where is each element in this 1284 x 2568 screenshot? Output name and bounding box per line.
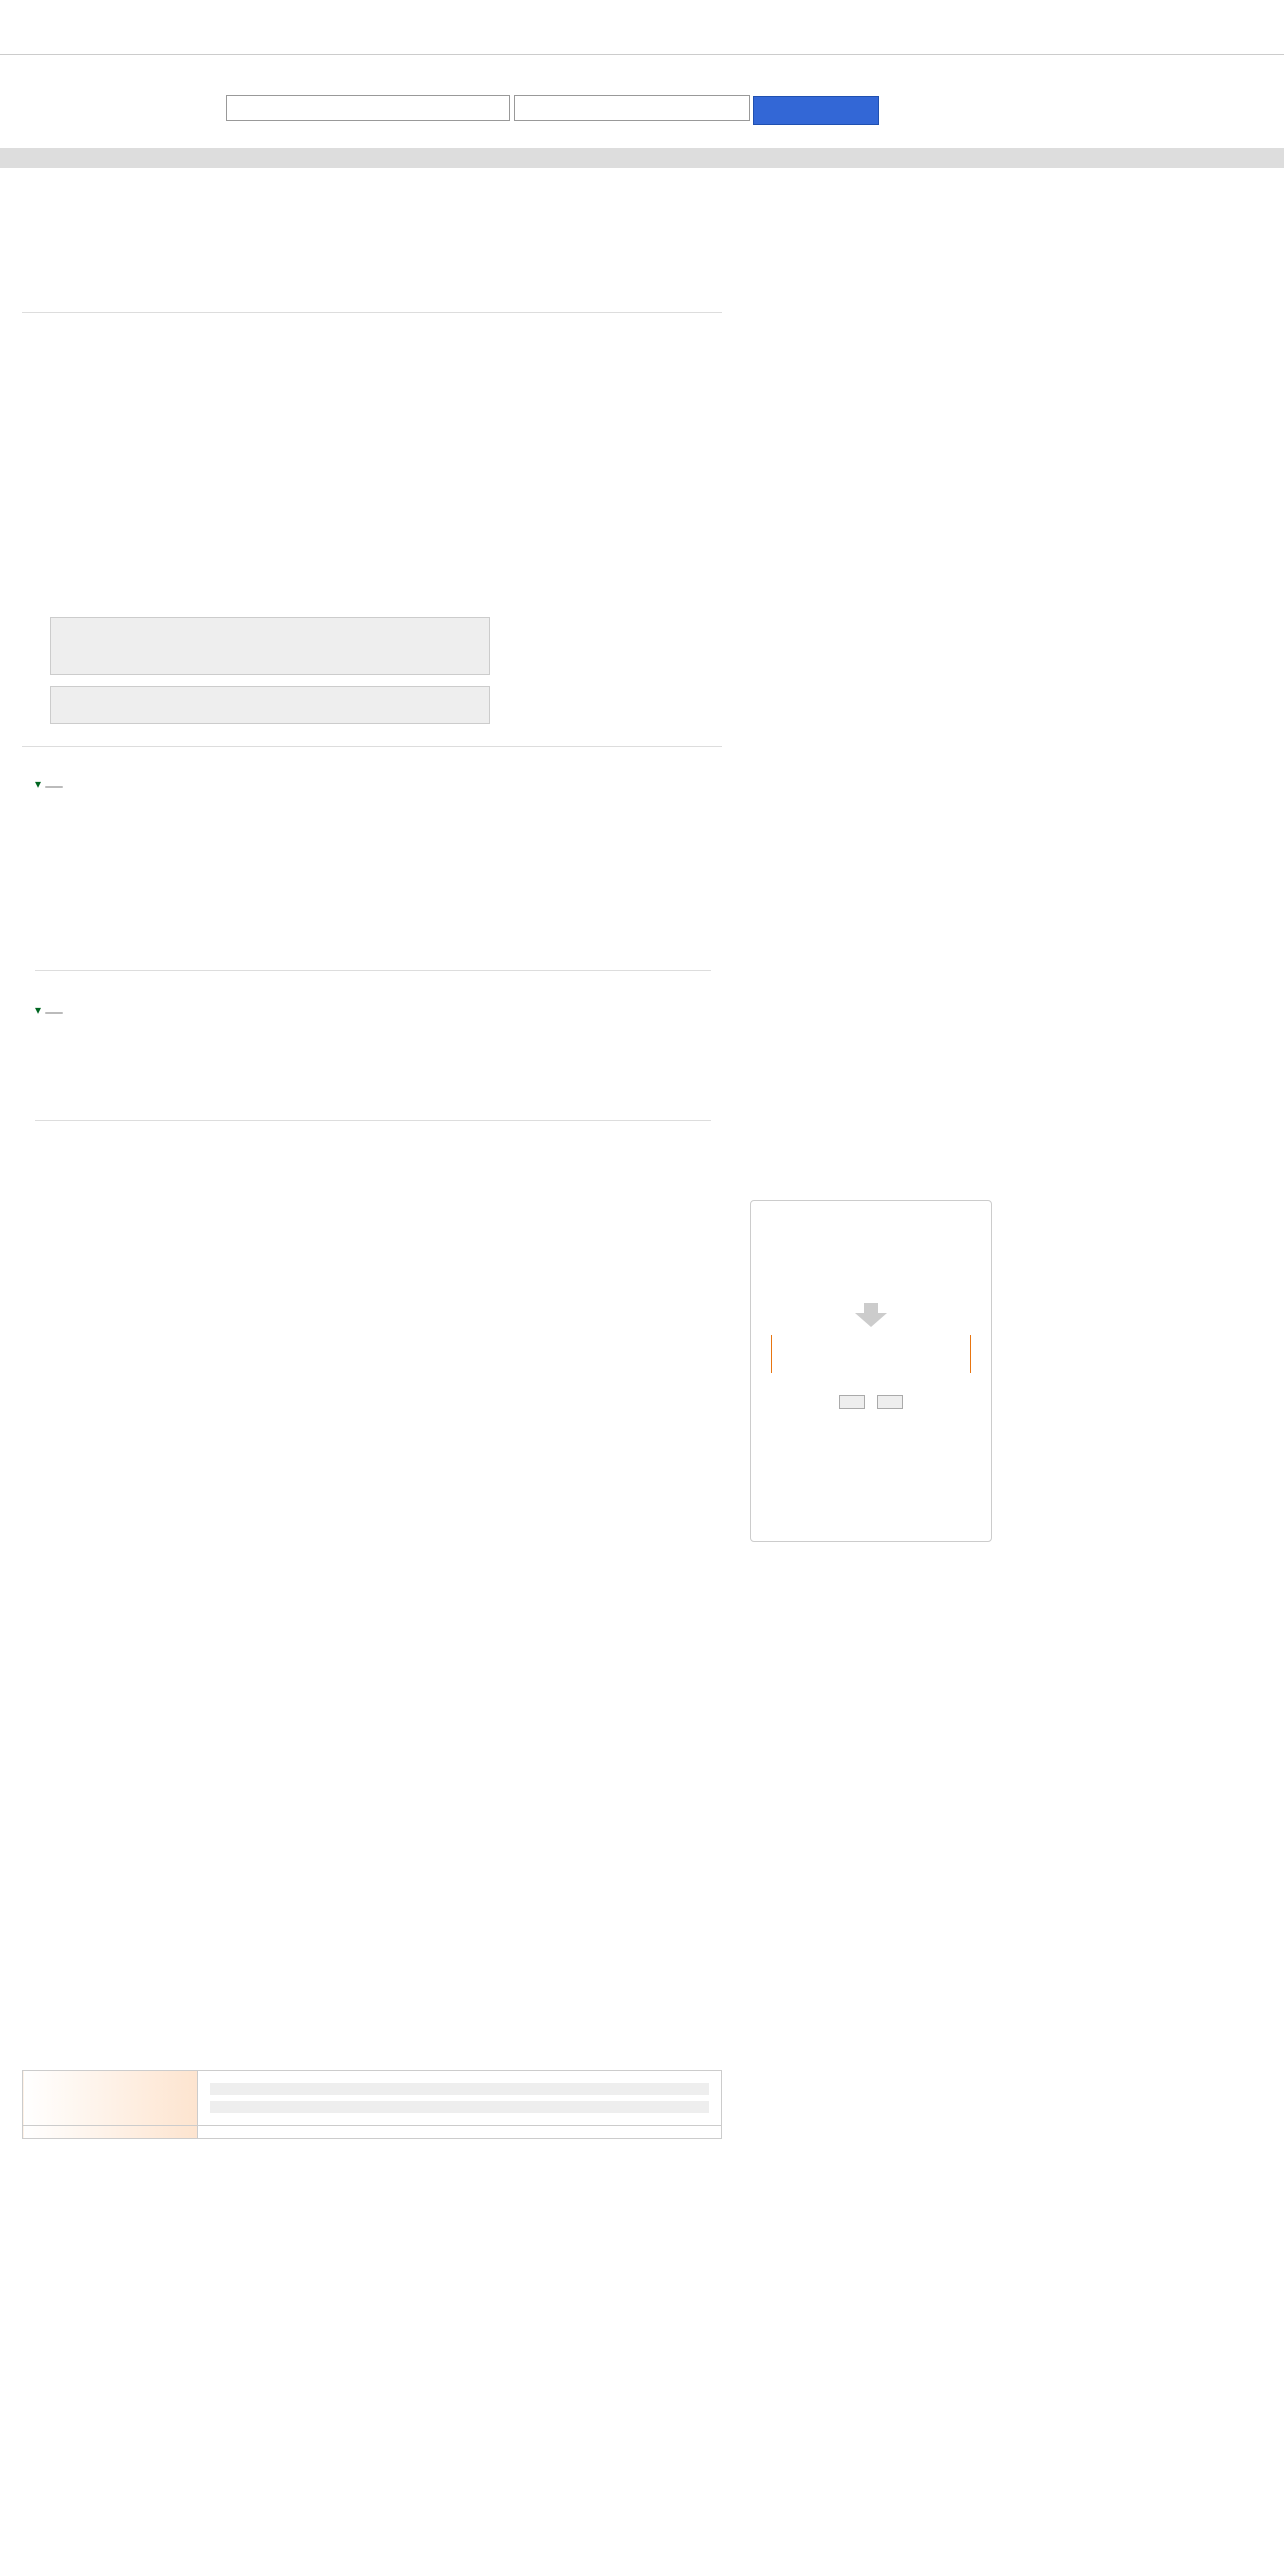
ad-1: ▾ <box>35 756 635 794</box>
note-job-number <box>50 617 490 675</box>
keyword-input[interactable] <box>226 95 510 121</box>
breakdown-heading <box>210 2083 709 2095</box>
row-value <box>198 2071 722 2126</box>
table-row <box>23 2126 722 2139</box>
hellowork-logo[interactable] <box>5 69 181 127</box>
intro-text-2 <box>22 500 722 510</box>
job-header <box>22 234 722 238</box>
promo-links <box>771 1335 971 1373</box>
row-key <box>23 2126 198 2139</box>
down-arrow-icon <box>864 1303 878 1313</box>
same-day-button[interactable] <box>877 1395 903 1409</box>
divider <box>35 970 711 971</box>
intro-p3 <box>22 340 722 376</box>
ad-2: ▾ <box>35 982 635 1020</box>
table-row <box>23 2071 722 2126</box>
ad-1-visit-button[interactable] <box>45 786 63 788</box>
ad-2-visit-button[interactable] <box>45 1012 63 1014</box>
top-bar <box>0 0 1284 55</box>
area-input[interactable] <box>514 95 750 121</box>
intro-text <box>22 330 722 386</box>
row-value <box>198 2126 722 2139</box>
divider <box>22 312 722 313</box>
promo-box <box>750 1200 992 1542</box>
note-deadline <box>50 686 490 724</box>
header <box>0 55 1284 147</box>
divider-band <box>0 148 1284 168</box>
row-key <box>23 2071 198 2126</box>
free-button[interactable] <box>839 1395 865 1409</box>
promo-catch <box>751 1217 991 1261</box>
down-arrow-icon <box>855 1313 887 1327</box>
wage-form-heading <box>210 2101 709 2113</box>
divider <box>35 1120 711 1121</box>
promo-text <box>751 1275 991 1295</box>
promo-buttons <box>751 1395 991 1409</box>
salary-table <box>22 2070 722 2139</box>
divider <box>22 746 722 747</box>
search-button[interactable] <box>753 96 879 125</box>
